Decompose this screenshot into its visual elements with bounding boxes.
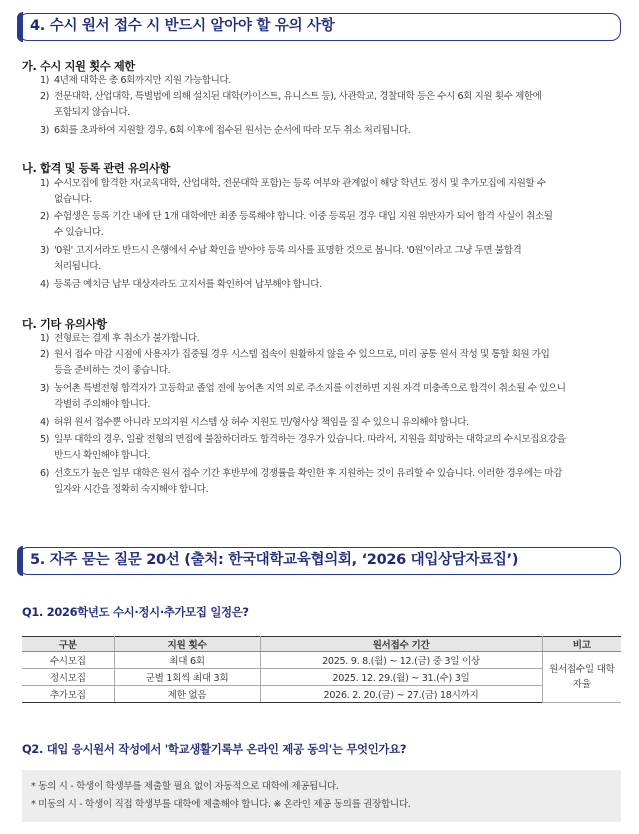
table-row [22, 652, 621, 669]
table-cell: 2025. 9. 8.(월) ~ 12.(금) 중 3일 이상 [260, 652, 542, 669]
table-cell: 제한 없음 [114, 686, 260, 703]
section5-header [18, 547, 621, 575]
section4-header [18, 13, 621, 41]
section4-title: 4. 수시 원서 접수 시 반드시 알아야 할 유의 사항 [30, 18, 335, 34]
group-c-item-6: 6) 선호도가 높은 일부 대학은 원서 접수 기간 후반부에 경쟁률을 확인한 후 지원하는 것이 유리할 수 있습니다. 이러한 경우에는 마감 일자와 시간을 정확히 숙지해야 합니다. [40, 468, 562, 495]
table-header-cell: 지원 횟수 [114, 637, 260, 652]
group-c-item-2: 2) 원서 접수 마감 시점에 사용자가 집중될 경우 시스템 접속이 원활하지 않을 수 있으므로, 미리 공통 원서 작성 및 통합 회원 가입 등을 준비하는 것이 좋습니다. [40, 349, 550, 376]
group-c-item-3: 3) 농어촌 특별전형 합격자가 고등학교 졸업 전에 농어촌 지역 외로 주소지를 이전하면 지원 자격 미충족으로 합격이 취소될 수 있으니 각별히 주의해야 합니다. [40, 383, 566, 410]
table-row [22, 686, 621, 703]
table-header-row [22, 637, 621, 652]
group-c-item-5: 5) 일부 대학의 경우, 일괄 전형의 면접에 불참하더라도 합격하는 경우가 있습니다. 따라서, 지원을 희망하는 대학교의 수시모집요강을 반드시 확인해야 합니다. [40, 434, 566, 461]
table-row [22, 669, 621, 686]
group-c-heading: 다. 기타 유의사항 [22, 318, 107, 331]
schedule-table [22, 636, 621, 703]
group-a-item-3: 3) 6회를 초과하여 지원할 경우, 6회 이후에 접수된 원서는 순서에 따라 모두 취소 처리됩니다. [40, 125, 411, 136]
table-header-cell: 구분 [22, 637, 114, 652]
table-cell: 2026. 2. 20.(금) ~ 27.(금) 18시까지 [260, 686, 542, 703]
group-b-heading: 나. 합격 및 등록 관련 유의사항 [22, 162, 171, 175]
q1-question: Q1. 2026학년도 수시·정시·추가모집 일정은? [22, 605, 249, 619]
group-b-item-3: 3) '0원' 고지서라도 반드시 은행에서 수납 확인을 받아야 등록 의사를 표명한 것으로 봅니다. '0원'이라고 그냥 두면 불합격 처리됩니다. [40, 245, 522, 272]
q2-answer-line: * 미동의 시 - 학생이 직접 학생부를 대학에 제출해야 합니다. ※ 온라인 제공 동의를 권장합니다. [31, 799, 411, 810]
table-header-cell: 비고 [542, 637, 621, 652]
table-cell: 정시모집 [22, 669, 114, 686]
group-b-item-4: 4) 등록금 예치금 납부 대상자라도 고지서를 확인하여 납부해야 합니다. [40, 279, 322, 290]
table-cell: 2025. 12. 29.(월) ~ 31.(수) 3일 [260, 669, 542, 686]
table-cell: 군별 1회씩 최대 3회 [114, 669, 260, 686]
table-note-cell: 원서접수일 대학 자율 [542, 652, 621, 703]
group-b-item-1: 1) 수시모집에 합격한 자(교육대학, 산업대학, 전문대학 포함)는 등록 여부와 관계없이 해당 학년도 정시 및 추가모집에 지원할 수 없습니다. [40, 178, 546, 205]
table-header-cell: 원서접수 기간 [260, 637, 542, 652]
q2-answer-box [22, 770, 621, 822]
table-cell: 수시모집 [22, 652, 114, 669]
section5-title: 5. 자주 묻는 질문 20선 (출처: 한국대학교육협의회, ‘2026 대입상담자료집’) [30, 552, 519, 568]
q2-question: Q2. 대입 응시원서 작성에서 '학교생활기록부 온라인 제공 동의'는 무엇인가요? [22, 742, 407, 756]
q2-answer-line: * 동의 시 - 학생이 학생부를 제출할 필요 없이 자동적으로 대학에 제공됩니다. [31, 781, 339, 792]
table-cell: 최대 6회 [114, 652, 260, 669]
group-a-heading: 가. 수시 지원 횟수 제한 [22, 60, 135, 73]
group-a-item-1: 1) 4년제 대학은 총 6회까지만 지원 가능합니다. [40, 75, 231, 86]
group-c-item-1: 1) 전형료는 결제 후 취소가 불가합니다. [40, 333, 200, 344]
table-cell: 추가모집 [22, 686, 114, 703]
group-a-item-2: 2) 전문대학, 산업대학, 특별법에 의해 설치된 대학(카이스트, 유니스트 등), 사관학교, 경찰대학 등은 수시 6회 지원 횟수 제한에 포함되지 않습니다. [40, 91, 542, 118]
group-c-item-4: 4) 허위 원서 접수뿐 아니라 모의지원 시스템 상 허수 지원도 민/형사상 책임을 질 수 있으니 유의해야 합니다. [40, 417, 469, 428]
group-b-item-2: 2) 수험생은 등록 기간 내에 단 1개 대학에만 최종 등록해야 합니다. 이중 등록된 경우 대입 지원 위반자가 되어 합격 사실이 취소될 수 있습니다. [40, 211, 553, 238]
